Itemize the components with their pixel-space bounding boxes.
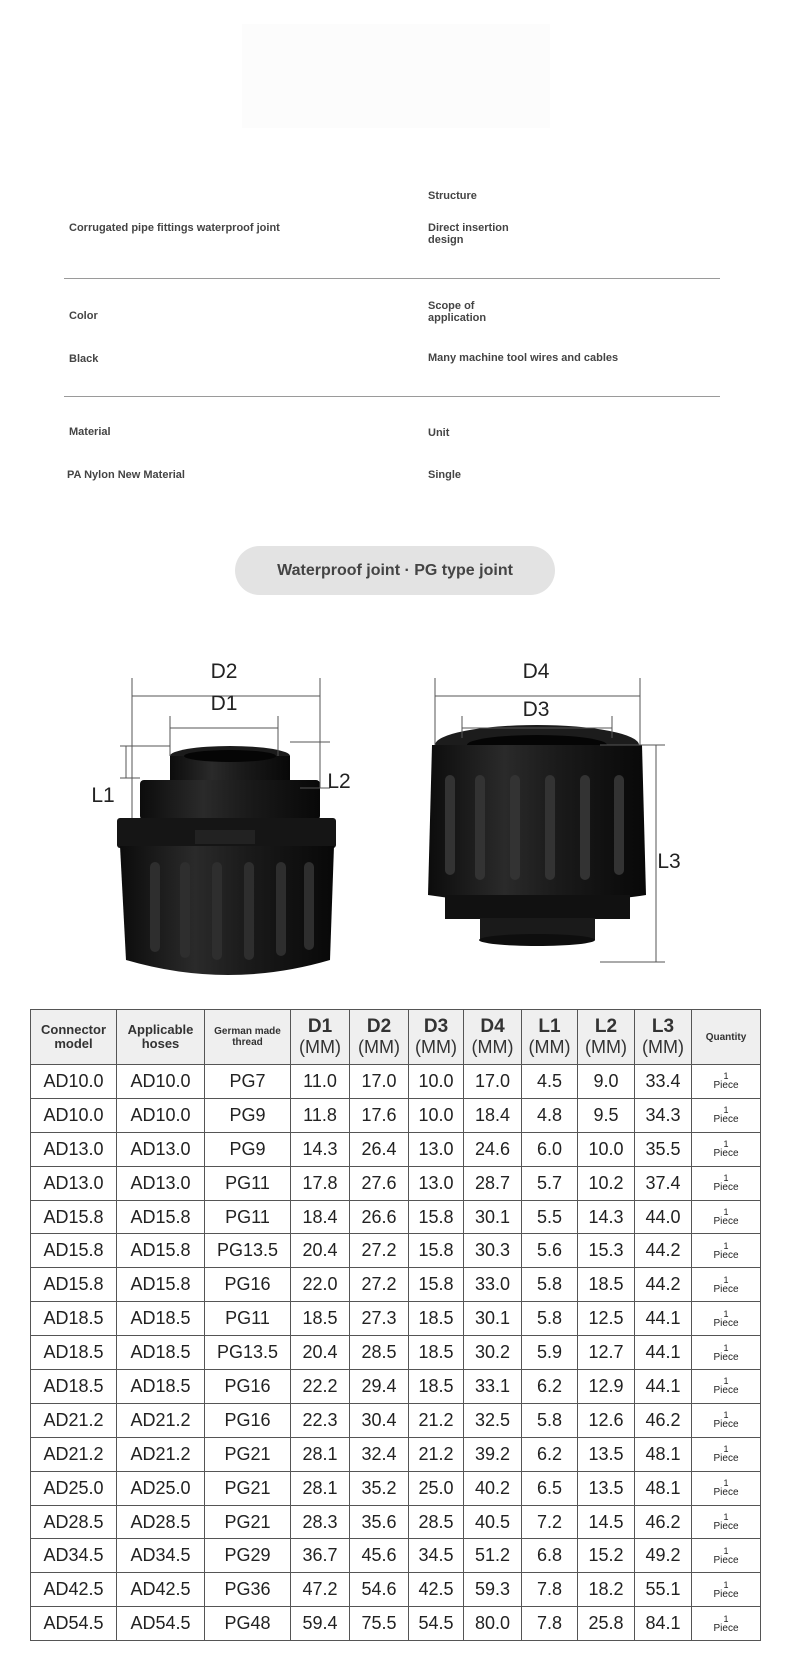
cell-thread: PG16 [205, 1403, 291, 1437]
material-value: PA Nylon New Material [67, 469, 185, 481]
cell-l2: 15.2 [578, 1539, 635, 1573]
material-label: Material [69, 426, 111, 438]
cell-applicable-hose: AD18.5 [117, 1370, 205, 1404]
cell-d2: 17.6 [350, 1098, 409, 1132]
cell-applicable-hose: AD10.0 [117, 1098, 205, 1132]
cell-connector-model: AD42.5 [31, 1573, 117, 1607]
cell-quantity: 1 Piece [692, 1268, 761, 1302]
cell-d1: 28.1 [291, 1471, 350, 1505]
cell-l3: 44.1 [635, 1336, 692, 1370]
cell-d1: 59.4 [291, 1607, 350, 1641]
cell-l3: 37.4 [635, 1166, 692, 1200]
cell-d2: 27.2 [350, 1268, 409, 1302]
cell-thread: PG11 [205, 1302, 291, 1336]
cell-d1: 20.4 [291, 1336, 350, 1370]
cell-l1: 6.2 [522, 1437, 578, 1471]
color-label: Color [69, 310, 98, 322]
header-l3: L3 (MM) [635, 1010, 692, 1065]
cell-l3: 55.1 [635, 1573, 692, 1607]
cell-d3: 13.0 [409, 1132, 464, 1166]
scope-value: Many machine tool wires and cables [428, 352, 619, 364]
cell-d4: 40.2 [464, 1471, 522, 1505]
table-row [31, 1370, 761, 1404]
cell-d4: 39.2 [464, 1437, 522, 1471]
cell-thread: PG9 [205, 1098, 291, 1132]
cell-d4: 24.6 [464, 1132, 522, 1166]
cell-quantity: 1 Piece [692, 1370, 761, 1404]
cell-quantity: 1 Piece [692, 1505, 761, 1539]
scope-label: Scope of application [428, 300, 487, 324]
cell-quantity: 1 Piece [692, 1234, 761, 1268]
cell-d4: 59.3 [464, 1573, 522, 1607]
header-connector-model: Connector model [31, 1010, 117, 1065]
cell-l3: 48.1 [635, 1471, 692, 1505]
cell-d1: 22.0 [291, 1268, 350, 1302]
label-d1: D1 [210, 692, 238, 715]
cell-connector-model: AD21.2 [31, 1403, 117, 1437]
cell-d2: 35.6 [350, 1505, 409, 1539]
cell-l2: 13.5 [578, 1437, 635, 1471]
cell-l1: 6.8 [522, 1539, 578, 1573]
cell-d3: 21.2 [409, 1437, 464, 1471]
cell-quantity: 1 Piece [692, 1098, 761, 1132]
cell-d2: 27.3 [350, 1302, 409, 1336]
dimension-diagram [0, 650, 790, 995]
header-d2: D2 (MM) [350, 1010, 409, 1065]
cell-d2: 30.4 [350, 1403, 409, 1437]
table-header-row [31, 1010, 761, 1065]
table-row [31, 1403, 761, 1437]
cell-l3: 46.2 [635, 1505, 692, 1539]
cell-connector-model: AD18.5 [31, 1370, 117, 1404]
cell-applicable-hose: AD54.5 [117, 1607, 205, 1641]
cell-l2: 18.5 [578, 1268, 635, 1302]
cell-applicable-hose: AD15.8 [117, 1268, 205, 1302]
label-l2: L2 [327, 770, 351, 793]
cell-d3: 10.0 [409, 1098, 464, 1132]
cell-l1: 6.2 [522, 1370, 578, 1404]
cell-d3: 28.5 [409, 1505, 464, 1539]
cell-d2: 45.6 [350, 1539, 409, 1573]
cell-l3: 44.1 [635, 1302, 692, 1336]
structure-label: Structure [428, 190, 477, 202]
spec-table [30, 1009, 761, 1641]
cell-connector-model: AD21.2 [31, 1437, 117, 1471]
cell-l1: 4.5 [522, 1065, 578, 1099]
cell-thread: PG36 [205, 1573, 291, 1607]
cell-applicable-hose: AD15.8 [117, 1234, 205, 1268]
cell-d1: 28.1 [291, 1437, 350, 1471]
cell-connector-model: AD10.0 [31, 1065, 117, 1099]
cell-l2: 18.2 [578, 1573, 635, 1607]
label-l1: L1 [91, 784, 115, 807]
cell-d1: 11.0 [291, 1065, 350, 1099]
cell-l1: 5.8 [522, 1302, 578, 1336]
cell-l3: 35.5 [635, 1132, 692, 1166]
cell-d2: 54.6 [350, 1573, 409, 1607]
cell-l1: 6.5 [522, 1471, 578, 1505]
cell-quantity: 1 Piece [692, 1403, 761, 1437]
cell-l1: 7.2 [522, 1505, 578, 1539]
cell-l1: 5.9 [522, 1336, 578, 1370]
cell-quantity: 1 Piece [692, 1573, 761, 1607]
header-l2: L2 (MM) [578, 1010, 635, 1065]
cell-applicable-hose: AD42.5 [117, 1573, 205, 1607]
cell-l2: 12.7 [578, 1336, 635, 1370]
cell-l2: 14.5 [578, 1505, 635, 1539]
cell-d2: 35.2 [350, 1471, 409, 1505]
cell-l1: 5.7 [522, 1166, 578, 1200]
cell-d3: 25.0 [409, 1471, 464, 1505]
cell-applicable-hose: AD13.0 [117, 1166, 205, 1200]
cell-l2: 10.2 [578, 1166, 635, 1200]
cell-quantity: 1 Piece [692, 1166, 761, 1200]
cell-connector-model: AD28.5 [31, 1505, 117, 1539]
cell-thread: PG29 [205, 1539, 291, 1573]
cell-d3: 21.2 [409, 1403, 464, 1437]
cell-d3: 15.8 [409, 1268, 464, 1302]
cell-thread: PG9 [205, 1132, 291, 1166]
cell-d2: 32.4 [350, 1437, 409, 1471]
cell-d3: 42.5 [409, 1573, 464, 1607]
cell-d3: 34.5 [409, 1539, 464, 1573]
header-d3: D3 (MM) [409, 1010, 464, 1065]
cell-connector-model: AD18.5 [31, 1302, 117, 1336]
cell-connector-model: AD10.0 [31, 1098, 117, 1132]
cell-applicable-hose: AD21.2 [117, 1437, 205, 1471]
cell-quantity: 1 Piece [692, 1607, 761, 1641]
cell-d1: 17.8 [291, 1166, 350, 1200]
cell-quantity: 1 Piece [692, 1132, 761, 1166]
cell-applicable-hose: AD28.5 [117, 1505, 205, 1539]
cell-l1: 4.8 [522, 1098, 578, 1132]
cell-d4: 30.3 [464, 1234, 522, 1268]
cell-l3: 46.2 [635, 1403, 692, 1437]
cell-d3: 10.0 [409, 1065, 464, 1099]
cell-d1: 14.3 [291, 1132, 350, 1166]
product-name: Corrugated pipe fittings waterproof joint [69, 222, 280, 234]
cell-applicable-hose: AD13.0 [117, 1132, 205, 1166]
cell-l3: 44.1 [635, 1370, 692, 1404]
cell-d2: 28.5 [350, 1336, 409, 1370]
cell-thread: PG7 [205, 1065, 291, 1099]
cell-connector-model: AD15.8 [31, 1234, 117, 1268]
cell-thread: PG21 [205, 1471, 291, 1505]
table-row [31, 1471, 761, 1505]
cell-thread: PG11 [205, 1166, 291, 1200]
header-l1: L1 (MM) [522, 1010, 578, 1065]
cell-applicable-hose: AD10.0 [117, 1065, 205, 1099]
cell-d4: 33.1 [464, 1370, 522, 1404]
cell-l1: 5.5 [522, 1200, 578, 1234]
table-row [31, 1437, 761, 1471]
table-row [31, 1166, 761, 1200]
table-body [31, 1065, 761, 1641]
cell-thread: PG11 [205, 1200, 291, 1234]
cell-d4: 30.1 [464, 1200, 522, 1234]
cell-l3: 33.4 [635, 1065, 692, 1099]
cell-quantity: 1 Piece [692, 1437, 761, 1471]
cell-d4: 30.1 [464, 1302, 522, 1336]
cell-quantity: 1 Piece [692, 1302, 761, 1336]
divider [64, 396, 720, 397]
cell-d4: 80.0 [464, 1607, 522, 1641]
table-row [31, 1065, 761, 1099]
cell-l3: 44.0 [635, 1200, 692, 1234]
cell-l3: 84.1 [635, 1607, 692, 1641]
cell-l3: 48.1 [635, 1437, 692, 1471]
cell-d2: 26.4 [350, 1132, 409, 1166]
label-d4: D4 [522, 660, 550, 683]
cell-d4: 30.2 [464, 1336, 522, 1370]
cell-l1: 7.8 [522, 1573, 578, 1607]
cell-l3: 44.2 [635, 1234, 692, 1268]
cell-thread: PG16 [205, 1268, 291, 1302]
cell-thread: PG13.5 [205, 1336, 291, 1370]
cell-d1: 18.4 [291, 1200, 350, 1234]
cell-d3: 18.5 [409, 1336, 464, 1370]
label-l3: L3 [657, 850, 681, 873]
cell-l3: 49.2 [635, 1539, 692, 1573]
table-row [31, 1234, 761, 1268]
table-row [31, 1573, 761, 1607]
cell-d1: 36.7 [291, 1539, 350, 1573]
cell-applicable-hose: AD34.5 [117, 1539, 205, 1573]
structure-value: Direct insertion design [428, 222, 509, 246]
table-row [31, 1302, 761, 1336]
cell-d4: 40.5 [464, 1505, 522, 1539]
unit-value: Single [428, 469, 462, 481]
label-d2: D2 [210, 660, 238, 683]
cell-d2: 29.4 [350, 1370, 409, 1404]
cell-l3: 44.2 [635, 1268, 692, 1302]
table-row [31, 1336, 761, 1370]
cell-connector-model: AD13.0 [31, 1132, 117, 1166]
cell-connector-model: AD15.8 [31, 1268, 117, 1302]
header-d1: D1 (MM) [291, 1010, 350, 1065]
cell-thread: PG13.5 [205, 1234, 291, 1268]
cell-quantity: 1 Piece [692, 1065, 761, 1099]
cell-d3: 18.5 [409, 1370, 464, 1404]
cell-l1: 5.8 [522, 1403, 578, 1437]
cell-applicable-hose: AD25.0 [117, 1471, 205, 1505]
cell-quantity: 1 Piece [692, 1539, 761, 1573]
cell-d1: 20.4 [291, 1234, 350, 1268]
cell-applicable-hose: AD18.5 [117, 1336, 205, 1370]
cell-l2: 25.8 [578, 1607, 635, 1641]
cell-d4: 33.0 [464, 1268, 522, 1302]
cell-connector-model: AD18.5 [31, 1336, 117, 1370]
cell-l2: 14.3 [578, 1200, 635, 1234]
cell-quantity: 1 Piece [692, 1336, 761, 1370]
cell-d1: 47.2 [291, 1573, 350, 1607]
cell-d3: 54.5 [409, 1607, 464, 1641]
cell-connector-model: AD25.0 [31, 1471, 117, 1505]
cell-d2: 27.6 [350, 1166, 409, 1200]
cell-d2: 26.6 [350, 1200, 409, 1234]
cell-d4: 28.7 [464, 1166, 522, 1200]
unit-label: Unit [428, 427, 450, 439]
cell-d1: 22.3 [291, 1403, 350, 1437]
cell-thread: PG48 [205, 1607, 291, 1641]
cell-d4: 18.4 [464, 1098, 522, 1132]
divider [64, 278, 720, 279]
top-banner [242, 24, 550, 128]
header-applicable-hoses: Applicable hoses [117, 1010, 205, 1065]
fitting-left-image [117, 746, 336, 975]
cell-l1: 5.6 [522, 1234, 578, 1268]
cell-l1: 6.0 [522, 1132, 578, 1166]
cell-l2: 13.5 [578, 1471, 635, 1505]
fitting-right-image [428, 725, 646, 946]
cell-d4: 51.2 [464, 1539, 522, 1573]
cell-l2: 15.3 [578, 1234, 635, 1268]
cell-d2: 75.5 [350, 1607, 409, 1641]
cell-d3: 13.0 [409, 1166, 464, 1200]
cell-l2: 10.0 [578, 1132, 635, 1166]
cell-l2: 9.0 [578, 1065, 635, 1099]
cell-d4: 32.5 [464, 1403, 522, 1437]
table-row [31, 1539, 761, 1573]
cell-d3: 18.5 [409, 1302, 464, 1336]
section-title: Waterproof joint · PG type joint [235, 546, 555, 595]
cell-connector-model: AD54.5 [31, 1607, 117, 1641]
cell-applicable-hose: AD21.2 [117, 1403, 205, 1437]
table-row [31, 1607, 761, 1641]
cell-d1: 18.5 [291, 1302, 350, 1336]
header-d4: D4 (MM) [464, 1010, 522, 1065]
cell-thread: PG21 [205, 1437, 291, 1471]
cell-l2: 12.6 [578, 1403, 635, 1437]
header-quantity: Quantity [692, 1010, 761, 1065]
cell-d2: 27.2 [350, 1234, 409, 1268]
cell-l2: 12.5 [578, 1302, 635, 1336]
cell-applicable-hose: AD15.8 [117, 1200, 205, 1234]
cell-l3: 34.3 [635, 1098, 692, 1132]
cell-connector-model: AD15.8 [31, 1200, 117, 1234]
cell-l2: 12.9 [578, 1370, 635, 1404]
color-value: Black [69, 353, 99, 365]
cell-l2: 9.5 [578, 1098, 635, 1132]
table-row [31, 1505, 761, 1539]
cell-d2: 17.0 [350, 1065, 409, 1099]
cell-thread: PG21 [205, 1505, 291, 1539]
cell-d1: 28.3 [291, 1505, 350, 1539]
table-row [31, 1132, 761, 1166]
cell-d3: 15.8 [409, 1234, 464, 1268]
cell-quantity: 1 Piece [692, 1200, 761, 1234]
header-thread: German made thread [205, 1010, 291, 1065]
cell-connector-model: AD13.0 [31, 1166, 117, 1200]
table-row [31, 1098, 761, 1132]
cell-d3: 15.8 [409, 1200, 464, 1234]
table-row [31, 1268, 761, 1302]
cell-l1: 5.8 [522, 1268, 578, 1302]
cell-connector-model: AD34.5 [31, 1539, 117, 1573]
cell-applicable-hose: AD18.5 [117, 1302, 205, 1336]
cell-d4: 17.0 [464, 1065, 522, 1099]
cell-thread: PG16 [205, 1370, 291, 1404]
label-d3: D3 [522, 698, 550, 721]
cell-l1: 7.8 [522, 1607, 578, 1641]
table-row [31, 1200, 761, 1234]
cell-d1: 22.2 [291, 1370, 350, 1404]
cell-d1: 11.8 [291, 1098, 350, 1132]
cell-quantity: 1 Piece [692, 1471, 761, 1505]
